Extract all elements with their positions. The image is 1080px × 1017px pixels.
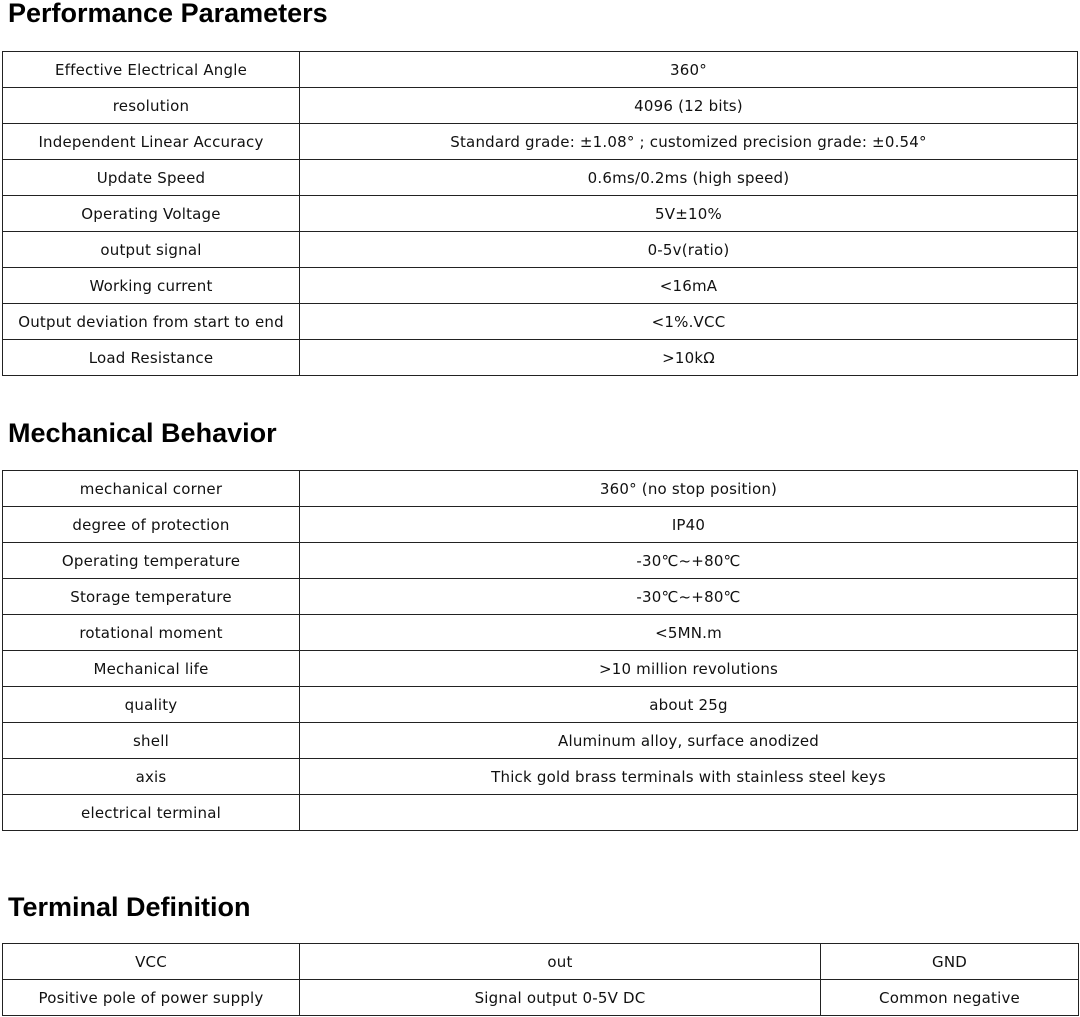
param-value: IP40 xyxy=(300,507,1078,543)
terminal-section-title: Terminal Definition xyxy=(8,892,251,922)
param-label: Output deviation from start to end xyxy=(3,304,300,340)
param-value: Thick gold brass terminals with stainless steel keys xyxy=(300,759,1078,795)
terminal-desc-gnd: Common negative xyxy=(821,980,1079,1016)
table-row xyxy=(3,795,1078,831)
performance-section-title: Performance Parameters xyxy=(8,0,328,28)
param-label: mechanical corner xyxy=(3,471,300,507)
param-value: <16mA xyxy=(300,268,1078,304)
terminal-pin-gnd: GND xyxy=(821,944,1079,980)
mechanical-table-body xyxy=(3,471,1078,831)
param-label: axis xyxy=(3,759,300,795)
table-row xyxy=(3,651,1078,687)
table-row xyxy=(3,615,1078,651)
mechanical-section-title: Mechanical Behavior xyxy=(8,418,277,448)
table-row xyxy=(3,944,1079,980)
table-row xyxy=(3,579,1078,615)
table-row xyxy=(3,980,1079,1016)
table-row xyxy=(3,232,1078,268)
param-value: 360° xyxy=(300,52,1078,88)
param-label: degree of protection xyxy=(3,507,300,543)
param-label: electrical terminal xyxy=(3,795,300,831)
param-value: >10 million revolutions xyxy=(300,651,1078,687)
param-value xyxy=(300,795,1078,831)
terminal-pin-out: out xyxy=(300,944,821,980)
performance-table-body xyxy=(3,52,1078,376)
param-value: >10kΩ xyxy=(300,340,1078,376)
param-value: 5V±10% xyxy=(300,196,1078,232)
terminal-table xyxy=(2,943,1079,1016)
param-label: rotational moment xyxy=(3,615,300,651)
table-row xyxy=(3,304,1078,340)
table-row xyxy=(3,687,1078,723)
param-value: <1%.VCC xyxy=(300,304,1078,340)
terminal-desc-out: Signal output 0-5V DC xyxy=(300,980,821,1016)
param-label: Mechanical life xyxy=(3,651,300,687)
table-row xyxy=(3,543,1078,579)
param-label: Operating Voltage xyxy=(3,196,300,232)
param-label: Effective Electrical Angle xyxy=(3,52,300,88)
param-value: Aluminum alloy, surface anodized xyxy=(300,723,1078,759)
param-value: -30℃~+80℃ xyxy=(300,579,1078,615)
table-row xyxy=(3,723,1078,759)
table-row xyxy=(3,759,1078,795)
table-row xyxy=(3,268,1078,304)
param-value: 360° (no stop position) xyxy=(300,471,1078,507)
terminal-desc-vcc: Positive pole of power supply xyxy=(3,980,300,1016)
param-value: -30℃~+80℃ xyxy=(300,543,1078,579)
param-value: 0.6ms/0.2ms (high speed) xyxy=(300,160,1078,196)
table-row xyxy=(3,340,1078,376)
table-row xyxy=(3,507,1078,543)
performance-table xyxy=(2,51,1078,376)
table-row xyxy=(3,471,1078,507)
param-label: Storage temperature xyxy=(3,579,300,615)
table-row xyxy=(3,124,1078,160)
mechanical-table xyxy=(2,470,1078,831)
table-row xyxy=(3,196,1078,232)
param-label: output signal xyxy=(3,232,300,268)
param-label: Update Speed xyxy=(3,160,300,196)
param-label: Independent Linear Accuracy xyxy=(3,124,300,160)
param-value: about 25g xyxy=(300,687,1078,723)
table-row xyxy=(3,160,1078,196)
param-label: Working current xyxy=(3,268,300,304)
table-row xyxy=(3,88,1078,124)
param-label: Load Resistance xyxy=(3,340,300,376)
param-value: Standard grade: ±1.08° ; customized precision grade: ±0.54° xyxy=(300,124,1078,160)
param-value: 0-5v(ratio) xyxy=(300,232,1078,268)
param-value: 4096 (12 bits) xyxy=(300,88,1078,124)
param-value: <5MN.m xyxy=(300,615,1078,651)
terminal-pin-vcc: VCC xyxy=(3,944,300,980)
param-label: Operating temperature xyxy=(3,543,300,579)
table-row xyxy=(3,52,1078,88)
terminal-table-body xyxy=(3,944,1079,1016)
param-label: shell xyxy=(3,723,300,759)
param-label: resolution xyxy=(3,88,300,124)
param-label: quality xyxy=(3,687,300,723)
